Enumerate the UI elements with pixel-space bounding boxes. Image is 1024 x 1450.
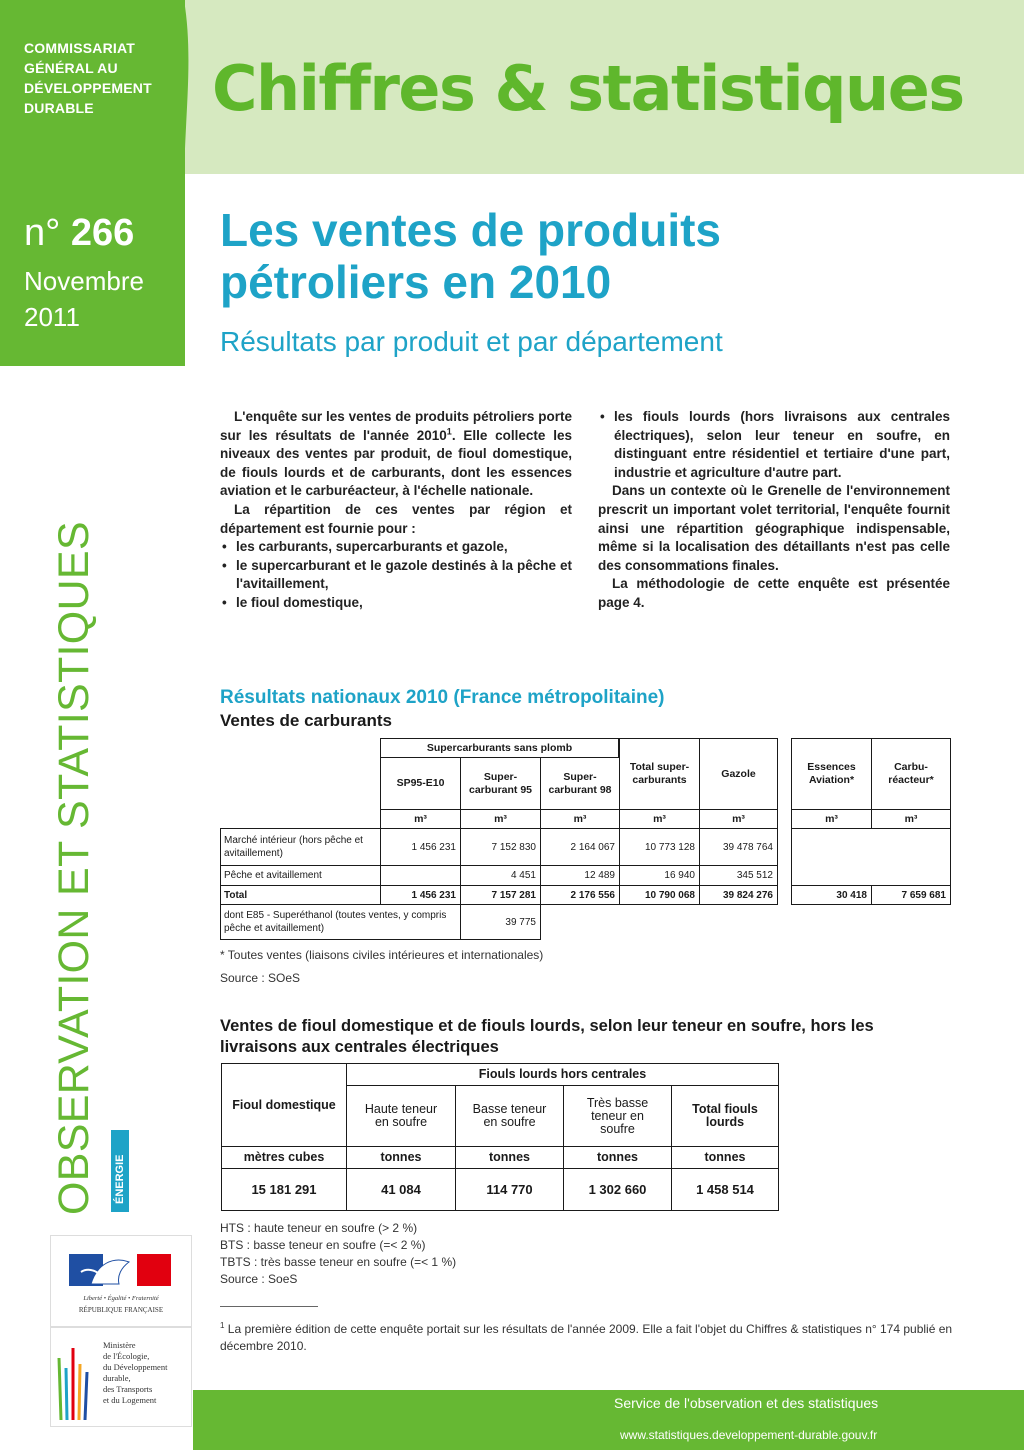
publication-brand: Chiffres & statistiques [212, 52, 964, 125]
table-cell: 39 775 [460, 904, 541, 940]
unit-cell: m³ [619, 809, 700, 829]
unit-cell: mètres cubes [221, 1146, 347, 1169]
table-cell: 10 790 068 [619, 885, 700, 905]
unit-cell: m³ [540, 809, 620, 829]
issue-number [24, 212, 134, 255]
table-cell: 114 770 [455, 1168, 564, 1211]
unit-cell: tonnes [346, 1146, 456, 1169]
ministry-line: de l'Écologie, [103, 1351, 150, 1361]
organization-name [24, 38, 184, 118]
column-group-header: Fiouls lourds hors centrales [346, 1063, 779, 1086]
column-header: SP95-E10 [380, 757, 461, 810]
title-line: Les ventes de produits [220, 204, 722, 256]
intro-text: L'enquête sur les ventes de produits pétroliers porte sur les résultats de l'année 2010 [220, 409, 572, 443]
table-cell: 1 456 231 [380, 885, 461, 905]
footer-url-link[interactable]: www.statistiques.developpement-durable.gouv.fr [620, 1428, 878, 1442]
table-cell: 12 489 [540, 865, 620, 886]
issue-month: Novembre [24, 266, 144, 296]
unit-cell: m³ [871, 809, 951, 829]
table-cell: 7 659 681 [871, 885, 951, 905]
issue-year: 2011 [24, 302, 80, 332]
unit-cell: m³ [791, 809, 872, 829]
column-header: Fioul domestique [221, 1063, 347, 1147]
table-cell: 39 824 276 [699, 885, 778, 905]
table-cell: 1 458 514 [671, 1168, 779, 1211]
issue-number-value: 266 [70, 212, 135, 254]
table-title: Ventes de fioul domestique et de fiouls lourds, selon leur teneur en soufre, hors les livraisons aux centrales électriques [220, 1017, 874, 1056]
ministry-name [103, 1340, 167, 1406]
unit-cell: m³ [380, 809, 461, 829]
ministry-logo [50, 1327, 192, 1427]
table-cell: 1 302 660 [563, 1168, 672, 1211]
unit-cell: m³ [699, 809, 778, 829]
table-title: Ventes de carburants [220, 711, 392, 730]
rf-name: RÉPUBLIQUE FRANÇAISE [78, 1306, 164, 1314]
unit-cell: m³ [460, 809, 541, 829]
table-cell: 15 181 291 [221, 1168, 347, 1211]
table-cell: 2 164 067 [540, 828, 620, 866]
org-line: GÉNÉRAL AU [24, 60, 118, 76]
table-cell: 1 456 231 [380, 828, 461, 866]
section-title: Résultats nationaux 2010 (France métropolitaine) [220, 687, 665, 708]
org-line: COMMISSARIAT [24, 40, 136, 56]
column-header: Carbu-réacteur* [871, 738, 951, 810]
column-header: Total super-carburants [619, 738, 700, 810]
legend-line: HTS : haute teneur en soufre (> 2 %) [220, 1221, 418, 1235]
column-header: Basse teneur en soufre [455, 1085, 564, 1147]
page-subtitle: Résultats par produit et par département [220, 326, 723, 357]
table-cell: 16 940 [619, 865, 700, 886]
legend-line: TBTS : très basse teneur en soufre (=< 1 %) [220, 1255, 457, 1269]
column-header: Gazole [699, 738, 778, 810]
org-line: DURABLE [24, 100, 94, 116]
page-footnote [220, 1317, 954, 1355]
column-header: Total fiouls lourds [671, 1085, 779, 1147]
intro-column-left [220, 408, 572, 613]
list-item: • le fioul domestique, [220, 594, 572, 613]
column-header: Très basse teneur en soufre [563, 1085, 672, 1147]
republique-francaise-logo [50, 1235, 192, 1327]
row-label: dont E85 - Superéthanol (toutes ventes, y compris pêche et avitaillement) [220, 904, 461, 940]
theme-label: ÉNERGIE [114, 1154, 126, 1204]
footer-service: Service de l'observation et des statistiques [614, 1395, 879, 1411]
table-footnote: * Toutes ventes (liaisons civiles intérieures et internationales) [220, 948, 544, 962]
intro-paragraph [220, 408, 572, 501]
list-item: • les fiouls lourds (hors livraisons aux centrales électriques), selon leur teneur en soufre, en distinguant entre résidentiel et tertiaire d'une part, industrie et agriculture d'autre part. [598, 408, 950, 482]
intro-list [598, 408, 950, 482]
legend-line: BTS : basse teneur en soufre (=< 2 %) [220, 1238, 426, 1252]
rf-motto: Liberté • Égalité • Fraternité [83, 1295, 159, 1302]
issue-prefix: n° [24, 212, 61, 254]
table-cell: 39 478 764 [699, 828, 778, 866]
ministry-emblem-icon [51, 1328, 99, 1426]
ministry-line: Ministère [103, 1340, 136, 1350]
list-item: • les carburants, supercarburants et gazole, [220, 538, 572, 557]
footnote-ref: 1 [446, 426, 452, 437]
column-header: Super-carburant 98 [540, 757, 620, 810]
empty-cell [791, 828, 951, 886]
list-item: • le supercarburant et le gazole destinés à la pêche et l'avitaillement, [220, 557, 572, 594]
table-cell: 10 773 128 [619, 828, 700, 866]
unit-cell: tonnes [671, 1146, 779, 1169]
row-label: Pêche et avitaillement [220, 865, 381, 886]
intro-column-right [598, 408, 950, 613]
ministry-line: durable, [103, 1373, 131, 1383]
page-title [220, 204, 920, 308]
table-source: Source : SoeS [220, 1272, 298, 1286]
row-label: Total [220, 885, 381, 905]
theme-tag [111, 1130, 129, 1212]
table-source: Source : SOeS [220, 971, 301, 985]
series-label: OBSERVATION ET STATISTIQUES [50, 521, 98, 1215]
org-line: DÉVELOPPEMENT [24, 80, 152, 96]
footnote-text: La première édition de cette enquête portait sur les résultats de l'année 2009. Elle a fait l'objet du Chiffres & statistiques n° 174 publié en décembre 2010. [220, 1322, 953, 1353]
ministry-line: du Développement [103, 1362, 168, 1372]
title-line: pétroliers en 2010 [220, 256, 612, 308]
column-header: Haute teneur en soufre [346, 1085, 456, 1147]
table-cell [380, 865, 461, 886]
table-cell: 30 418 [791, 885, 872, 905]
intro-list [220, 538, 572, 612]
table-cell: 345 512 [699, 865, 778, 886]
footnote-divider [220, 1306, 318, 1307]
footer-band [193, 1390, 1024, 1450]
footnote-mark: 1 [220, 1321, 225, 1330]
intro-paragraph: La méthodologie de cette enquête est présentée page 4. [598, 576, 950, 610]
ministry-line: des Transports [103, 1384, 153, 1394]
intro-paragraph: Dans un contexte où le Grenelle de l'environnement prescrit un important volet territorial, l'enquête fournit ainsi une répartition géographique indispensable, même si la localisation des détaillants n'est pas celle des consommations finales. [598, 483, 950, 573]
intro-text: . Elle collecte les niveaux des ventes par produit, de fioul domestique, de fiouls lourds et de carburants, dont les essences aviation et le carburéacteur, à l'échelle nationale. [220, 427, 573, 499]
table-legend [220, 1220, 456, 1288]
table-cell: 2 176 556 [540, 885, 620, 905]
marianne-icon [51, 1236, 191, 1326]
ministry-line: et du Logement [103, 1395, 157, 1405]
row-label: Marché intérieur (hors pêche et avitaillement) [220, 828, 381, 866]
table-cell: 4 451 [460, 865, 541, 886]
unit-cell: tonnes [455, 1146, 564, 1169]
column-group-header: Supercarburants sans plomb [380, 738, 619, 758]
table-cell: 41 084 [346, 1168, 456, 1211]
table-cell: 7 157 281 [460, 885, 541, 905]
unit-cell: tonnes [563, 1146, 672, 1169]
column-header: Super-carburant 95 [460, 757, 541, 810]
intro-paragraph: La répartition de ces ventes par région et département est fournie pour : [220, 501, 572, 536]
column-header: Essences Aviation* [791, 738, 872, 810]
table-cell: 7 152 830 [460, 828, 541, 866]
